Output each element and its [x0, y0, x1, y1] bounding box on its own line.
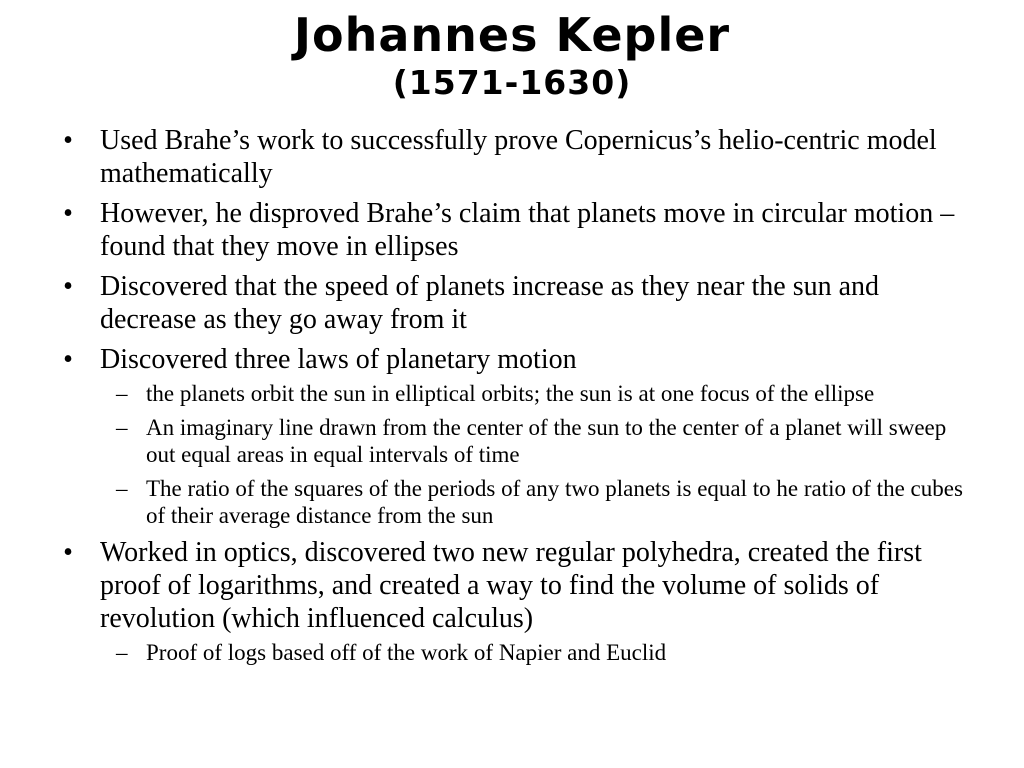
sub-bullet-item: [100, 475, 978, 529]
sub-bullet-text: The ratio of the squares of the periods of any two planets is equal to he ratio of the cubes of their average distance from the sun: [146, 476, 963, 528]
dash-marker: –: [116, 476, 128, 501]
dash-marker: –: [116, 640, 128, 665]
bullet-marker: •: [63, 271, 73, 302]
sub-bullet-item: [100, 380, 978, 407]
bullet-text: Discovered that the speed of planets increase as they near the sun and decrease as they go away from it: [100, 271, 880, 335]
title-block: [0, 6, 1024, 102]
bullet-item: [58, 124, 978, 190]
bullet-text: Discovered three laws of planetary motion: [100, 344, 577, 375]
bullet-marker: •: [63, 198, 73, 229]
bullet-marker: •: [63, 344, 73, 375]
bullet-item: [58, 536, 978, 666]
dash-marker: –: [116, 381, 128, 406]
bullet-item: [58, 343, 978, 529]
bullet-list: [58, 124, 978, 666]
bullet-item: [58, 270, 978, 336]
slide-content: [58, 124, 978, 673]
dash-marker: –: [116, 415, 128, 440]
bullet-text: However, he disproved Brahe’s claim that planets move in circular motion – found that they move in ellipses: [100, 198, 955, 262]
sub-bullet-item: [100, 639, 978, 666]
sub-bullet-text: the planets orbit the sun in elliptical orbits; the sun is at one focus of the ellipse: [146, 381, 875, 406]
bullet-item: [58, 197, 978, 263]
slide-subtitle: (1571-1630): [392, 63, 632, 102]
bullet-text: Used Brahe’s work to successfully prove Copernicus’s helio-centric model mathematically: [100, 125, 937, 189]
slide-title: Johannes Kepler: [293, 8, 731, 62]
sub-bullet-list: [100, 639, 978, 666]
sub-bullet-text: Proof of logs based off of the work of Napier and Euclid: [146, 640, 667, 665]
sub-bullet-text: An imaginary line drawn from the center of the sun to the center of a planet will sweep out equal areas in equal intervals of time: [146, 415, 947, 467]
bullet-marker: •: [63, 537, 73, 568]
sub-bullet-list: [100, 380, 978, 529]
bullet-text: Worked in optics, discovered two new regular polyhedra, created the first proof of logarithms, and created a way to find the volume of solids of revolution (which influenced calculus): [100, 537, 922, 634]
bullet-marker: •: [63, 125, 73, 156]
sub-bullet-item: [100, 414, 978, 468]
